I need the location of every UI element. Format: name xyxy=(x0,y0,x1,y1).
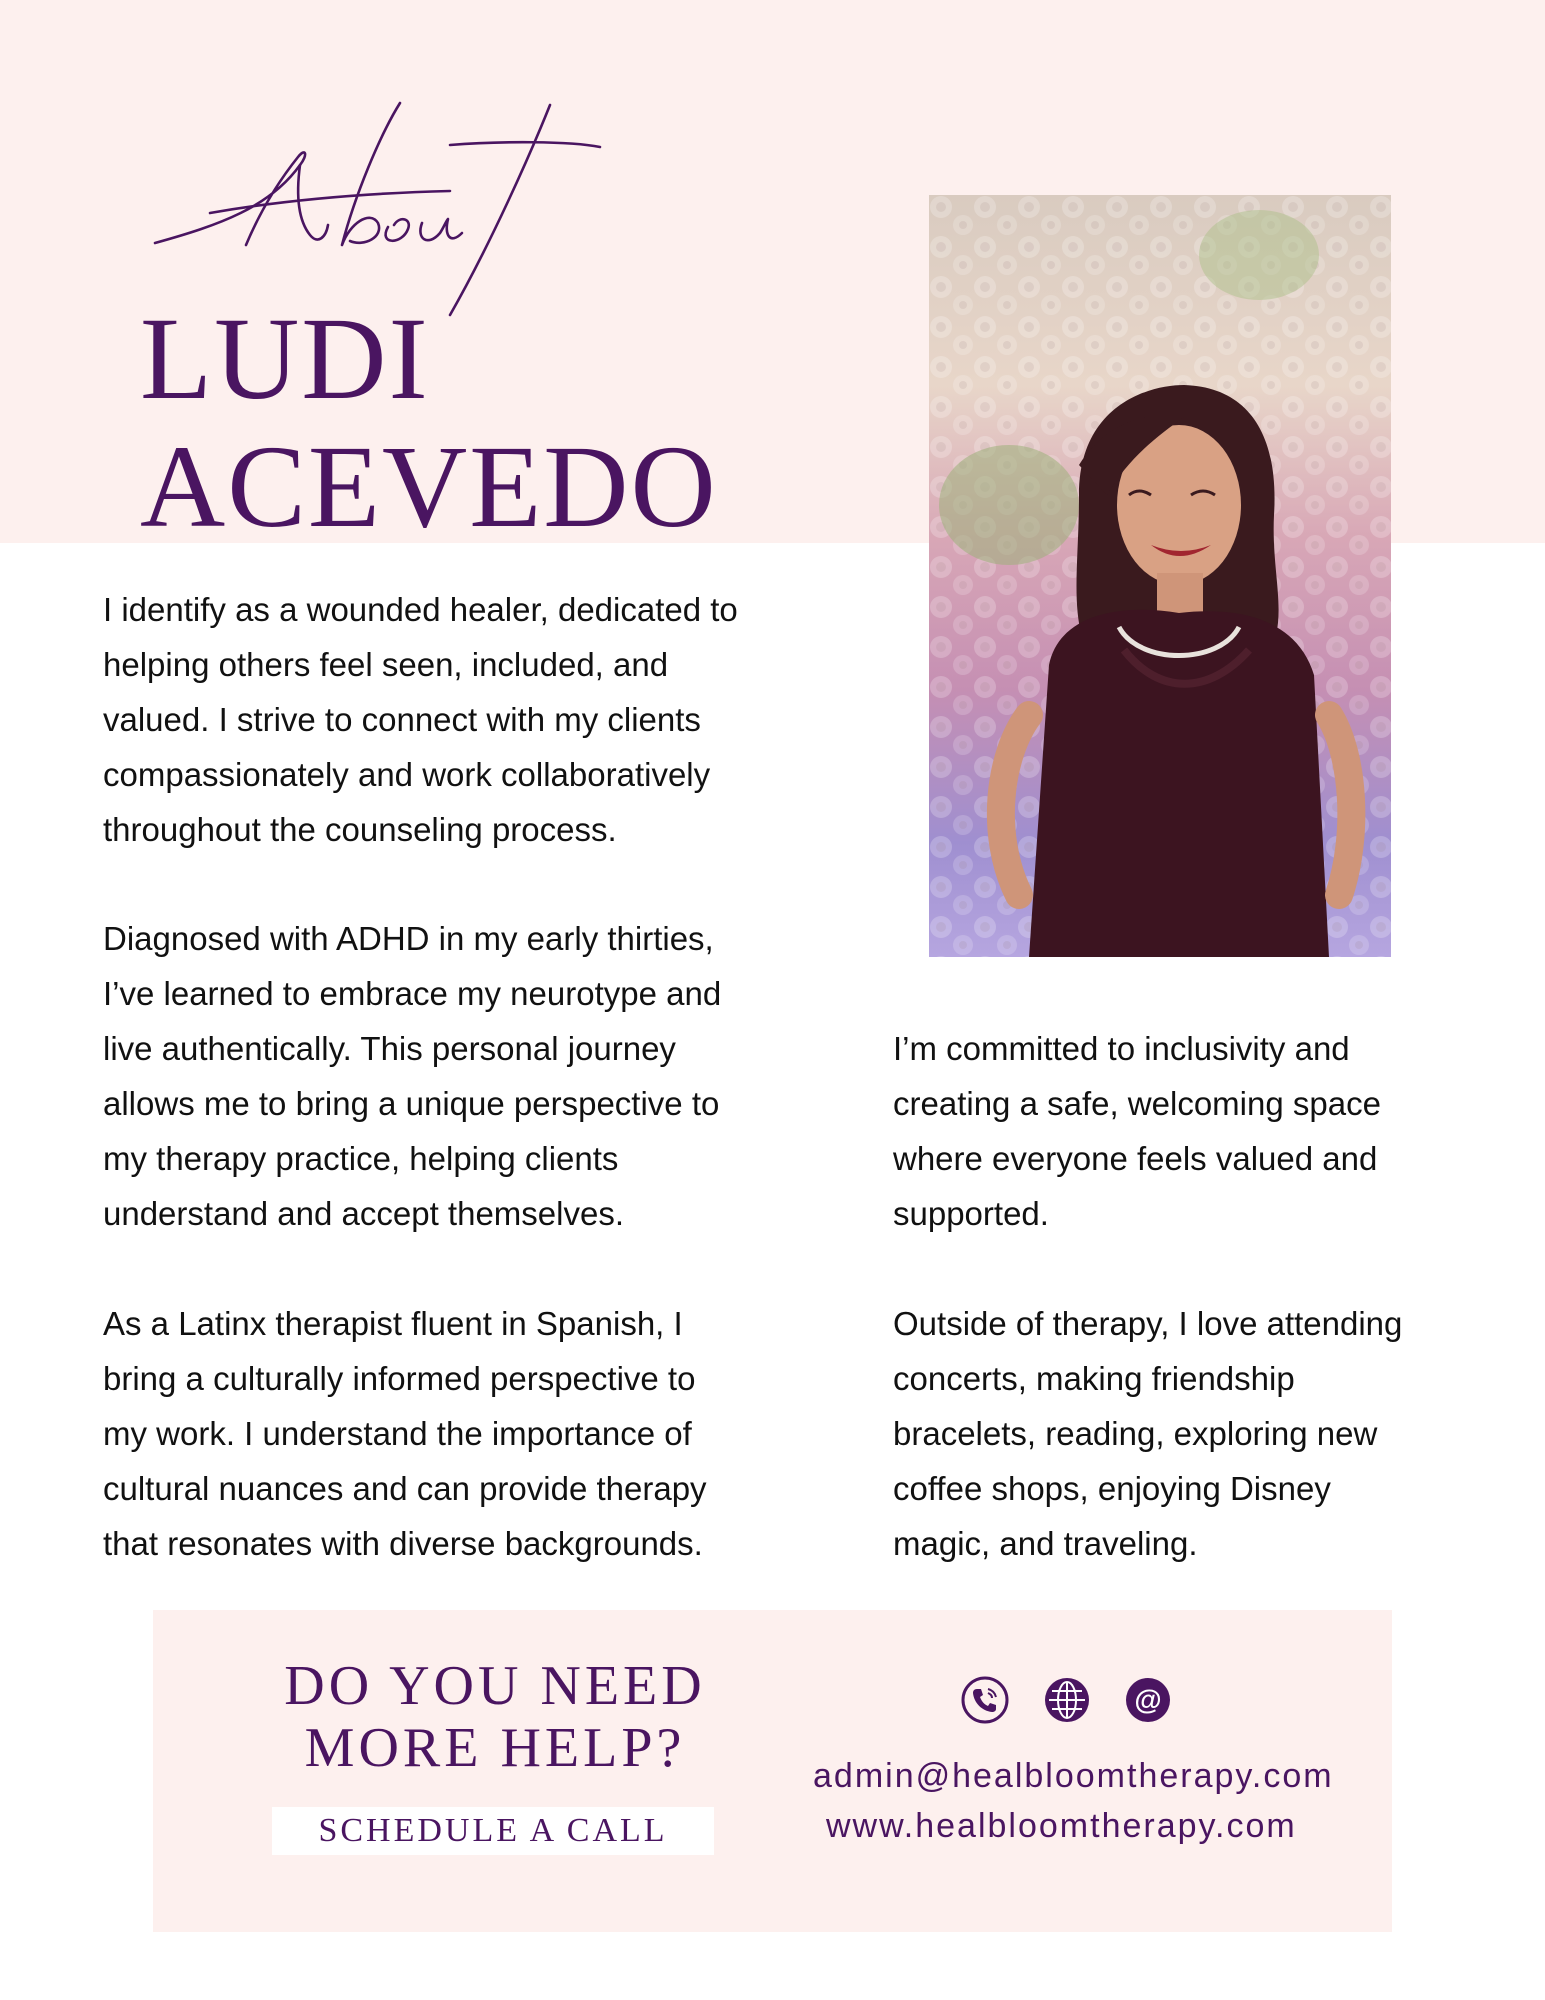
about-script-title xyxy=(150,95,610,325)
cta-heading: DO YOU NEED MORE HELP? xyxy=(284,1655,706,1779)
bio-paragraph-inclusivity: I’m committed to inclusivity and creating a safe, welcoming space where everyone feels valued and supported. xyxy=(893,1030,1381,1232)
at-icon[interactable] xyxy=(1123,1675,1173,1725)
email-link[interactable]: admin@healbloomtherapy.com xyxy=(813,1757,1334,1795)
bio-paragraph-adhd: Diagnosed with ADHD in my early thirties, I’ve learned to embrace my neurotype and live authentically. This personal journey allows me to bring a unique perspective to my therapy practice, helping clients understand and accept themselves. xyxy=(103,920,722,1232)
first-name-heading: LUDI xyxy=(140,293,430,424)
svg-text:@: @ xyxy=(1134,1684,1162,1715)
schedule-call-button[interactable]: SCHEDULE A CALL xyxy=(272,1807,714,1855)
phone-icon[interactable] xyxy=(960,1675,1010,1725)
globe-icon[interactable] xyxy=(1042,1675,1092,1725)
portrait-photo xyxy=(929,195,1391,957)
last-name-heading: ACEVEDO xyxy=(140,421,718,552)
bio-paragraph-hobbies: Outside of therapy, I love attending concerts, making friendship bracelets, reading, exploring new coffee shops, enjoying Disney magic, and traveling. xyxy=(893,1305,1403,1562)
website-link[interactable]: www.healbloomtherapy.com xyxy=(826,1807,1297,1845)
bio-paragraph-wounded-healer: I identify as a wounded healer, dedicated to helping others feel seen, included, and valued. I strive to connect with my clients compassionately and work collaboratively throughout the counseling process. xyxy=(103,591,738,848)
bio-paragraph-latinx: As a Latinx therapist fluent in Spanish, I bring a culturally informed perspective to my work. I understand the importance of cultural nuances and can provide therapy that resonates with diverse backgrounds. xyxy=(103,1305,707,1562)
